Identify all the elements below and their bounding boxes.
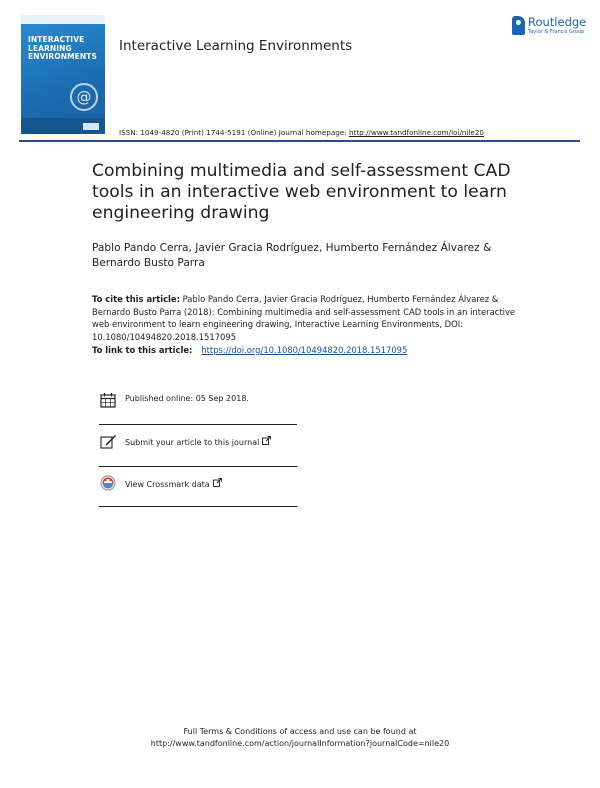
journal-title: Interactive Learning Environments	[119, 38, 353, 54]
footer-url[interactable]: http://www.tandfonline.com/action/journalInformation?journalCode=nile20	[150, 738, 450, 748]
submit-label: Submit your article to this journal	[125, 438, 260, 447]
crossmark-label: View Crossmark data	[125, 480, 210, 489]
calendar-icon	[100, 392, 116, 408]
published-row	[99, 391, 297, 409]
published-date: Published online: 05 Sep 2018.	[125, 394, 249, 403]
edit-icon	[100, 433, 117, 449]
journal-homepage-link[interactable]: http://www.tandfonline.com/loi/nile20	[348, 128, 484, 137]
submit-row[interactable]	[99, 433, 297, 451]
issn-line	[119, 128, 484, 137]
external-link-icon	[262, 436, 271, 445]
article-doi-link[interactable]: https://doi.org/10.1080/10494820.2018.1517095	[201, 345, 408, 355]
footer	[100, 726, 500, 749]
publisher-tagline: Taylor & Francis Group	[528, 29, 585, 35]
cover-title: INTERACTIVE LEARNING ENVIRONMENTS	[28, 35, 98, 61]
cover-top-band	[21, 15, 105, 24]
cover-publisher-logo	[83, 123, 99, 130]
crossmark-icon	[100, 475, 116, 491]
globe-icon: @	[70, 83, 98, 111]
external-link-icon	[213, 478, 222, 487]
divider	[99, 424, 297, 425]
footer-terms: Full Terms & Conditions of access and use can be found at	[183, 727, 417, 736]
journal-cover	[21, 15, 105, 134]
cite-label: To cite this article:	[92, 294, 180, 304]
routledge-logo	[512, 16, 596, 38]
issn-text: ISSN: 1049-4820 (Print) 1744-5191 (Online) Journal homepage:	[119, 128, 349, 137]
crossmark-link[interactable]	[125, 478, 222, 489]
link-label: To link to this article:	[92, 345, 196, 355]
article-authors: Pablo Pando Cerra, Javier Gracia Rodríguez, Humberto Fernández Álvarez & Bernardo Busto Parra	[92, 242, 492, 269]
submit-article-link[interactable]	[125, 436, 271, 447]
article-link	[92, 345, 407, 355]
article-title: Combining multimedia and self-assessment CAD tools in an interactive web environment to learn engineering drawing	[92, 161, 511, 223]
cite-doi: 10.1080/10494820.2018.1517095	[92, 331, 237, 342]
citation	[92, 293, 522, 343]
header-divider	[19, 140, 580, 142]
publisher-name: Routledge	[528, 15, 587, 29]
cite-text: Pablo Pando Cerra, Javier Gracia Rodríguez, Humberto Fernández Álvarez & Bernardo Busto Parra (2018): Combining multimedia and self-assessment CAD tools in an interactive web environment to learn engineering drawing, Interactive Learning Environments, DOI:	[92, 294, 516, 329]
routledge-r-icon	[512, 16, 525, 35]
crossmark-row[interactable]	[99, 475, 297, 493]
divider	[99, 466, 297, 467]
divider	[99, 506, 297, 507]
